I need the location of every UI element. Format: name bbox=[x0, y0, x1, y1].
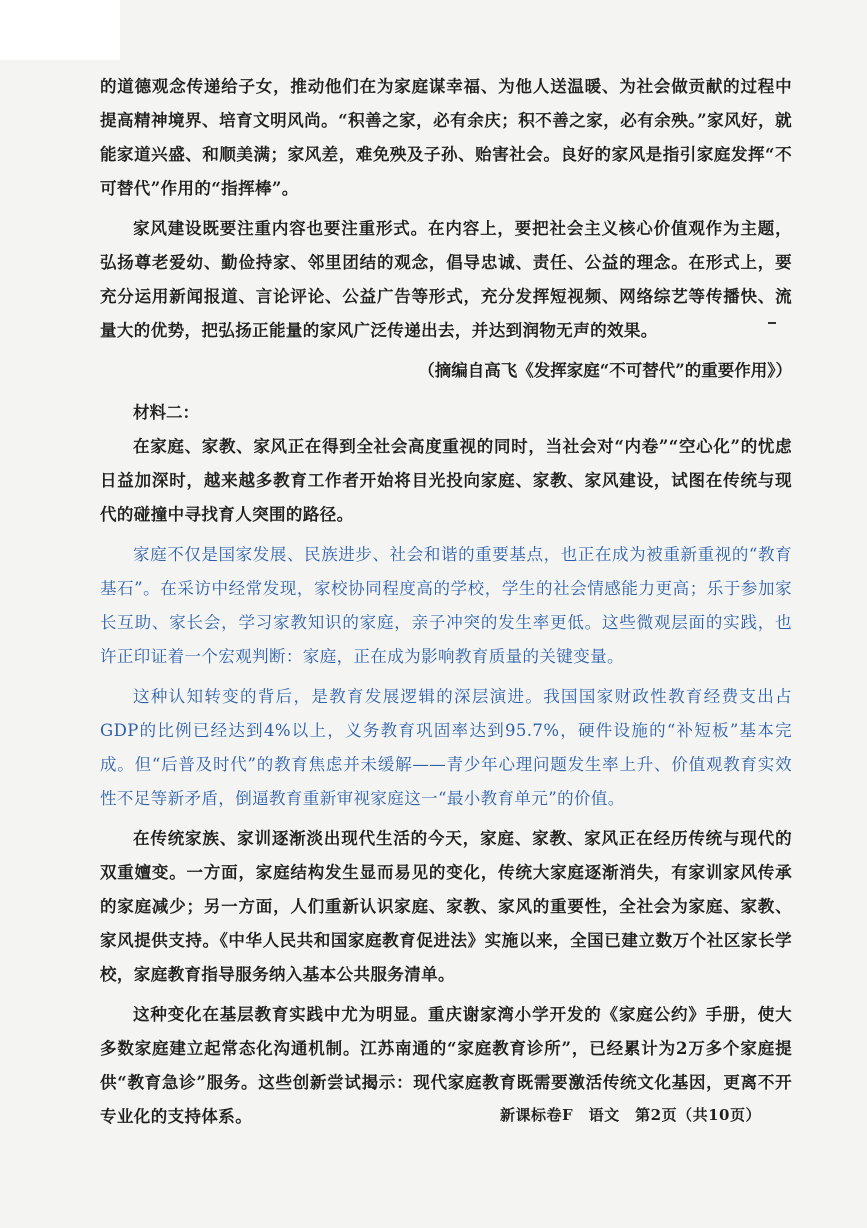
paragraph: 在家庭、家教、家风正在得到全社会高度重视的同时，当社会对“内卷”“空心化”的忧虑日益加深时，越来越多教育工作者开始将目光投向家庭、家教、家风建设，试图在传统与现代的碰撞中寻找育人突围的路径。 bbox=[100, 437, 792, 524]
source-citation: （摘编自高飞《发挥家庭“不可替代”的重要作用》） bbox=[418, 361, 792, 380]
paragraph-highlighted: 家庭不仅是国家发展、民族进步、社会和谐的重要基点，也正在成为被重新重视的“教育基石”。在采访中经常发现，家校协同程度高的学校，学生的社会情感能力更高；乐于参加家长互助、家长会，学习家教知识的家庭，亲子冲突的发生率更低。这些微观层面的实践，也许正印证着一个宏观判断：家庭，正在成为影响教育质量的关键变量。 bbox=[100, 545, 792, 666]
paragraph: 的道德观念传递给子女，推动他们在为家庭谋幸福、为他人送温暖、为社会做贡献的过程中提高精神境界、培育文明风尚。“积善之家，必有余庆；积不善之家，必有余殃。”家风好，就能家道兴盛、和顺美满；家风差，难免殃及子孙、贻害社会。良好的家风是指引家庭发挥“不可替代”作用的“指挥棒”。 bbox=[100, 77, 792, 198]
paragraph-highlighted: 这种认知转变的背后，是教育发展逻辑的深层演进。我国国家财政性教育经费支出占GDP的比例已经达到4%以上，义务教育巩固率达到95.7%，硬件设施的“补短板”基本完成。但“后普及时代”的教育焦虑并未缓解——青少年心理问题发生率上升、价值观教育实效性不足等新矛盾，倒逼教育重新审视家庭这一“最小教育单元”的价值。 bbox=[100, 687, 792, 808]
page-footer: 新课标卷F 语文 第2页（共10页） bbox=[500, 1106, 761, 1124]
section-title: 材料二： bbox=[133, 403, 199, 422]
scan-corner bbox=[0, 0, 120, 60]
stray-mark bbox=[768, 322, 776, 324]
paragraph: 在传统家族、家训逐渐淡出现代生活的今天，家庭、家教、家风正在经历传统与现代的双重嬗变。一方面，家庭结构发生显而易见的变化，传统大家庭逐渐消失，有家训家风传承的家庭减少；另一方面，人们重新认识家庭、家教、家风的重要性，全社会为家庭、家教、家风提供支持。《中华人民共和国家庭教育促进法》实施以来，全国已建立数万个社区家长学校，家庭教育指导服务纳入基本公共服务清单。 bbox=[100, 829, 792, 984]
paragraph: 家风建设既要注重内容也要注重形式。在内容上，要把社会主义核心价值观作为主题，弘扬尊老爱幼、勤俭持家、邻里团结的观念，倡导忠诚、责任、公益的理念。在形式上，要充分运用新闻报道、言论评论、公益广告等形式，充分发挥短视频、网络综艺等传播快、流量大的优势，把弘扬正能量的家风广泛传递出去，并达到润物无声的效果。 bbox=[100, 219, 792, 340]
paragraph: 这种变化在基层教育实践中尤为明显。重庆谢家湾小学开发的《家庭公约》手册，使大多数家庭建立起常态化沟通机制。江苏南通的“家庭教育诊所”，已经累计为2万多个家庭提供“教育急诊”服务。这些创新尝试揭示：现代家庭教育既需要激活传统文化基因，更离不开专业化的支持体系。 bbox=[100, 1005, 792, 1126]
document-body bbox=[100, 70, 792, 1140]
